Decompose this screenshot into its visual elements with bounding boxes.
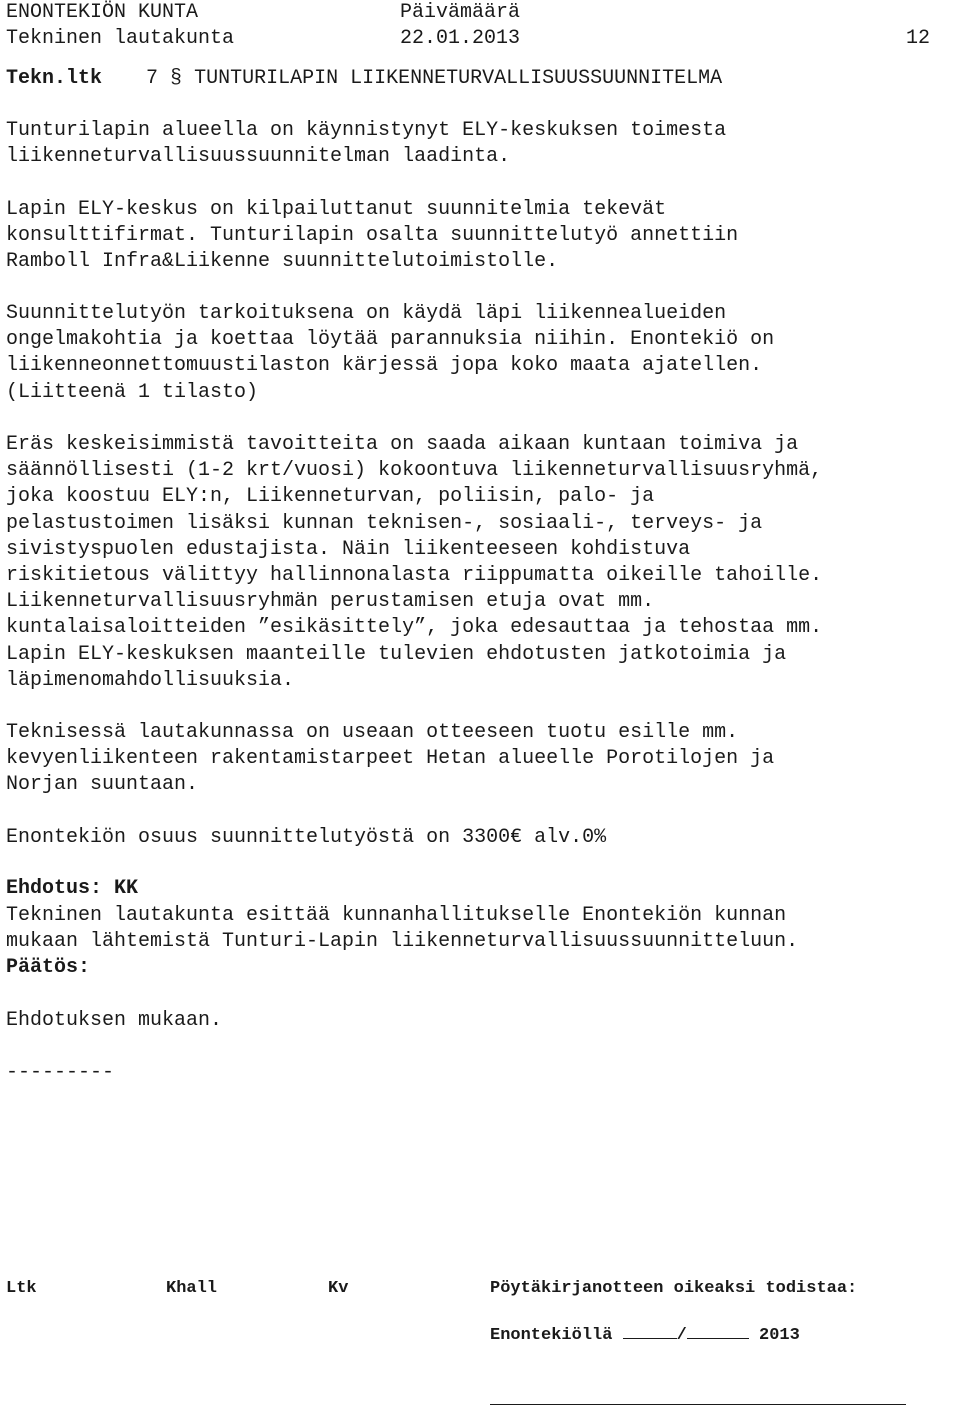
municipality-name: ENONTEKIÖN KUNTA: [6, 1, 199, 24]
decision-text: Ehdotuksen mukaan.: [6, 1009, 223, 1032]
meeting-date: 22.01.2013: [400, 27, 521, 50]
month-blank: [687, 1320, 749, 1339]
section-prefix: Tekn.ltk: [6, 67, 103, 90]
decision-label: Päätös:: [6, 956, 91, 979]
section-heading: [146, 66, 722, 92]
paragraph-5: Teknisessä lautakunnassa on useaan otteeseen tuotu esille mm. kevyenliikenteen rakentamistarpeet Hetan alueelle Porotilojen ja Norjan suuntaan.: [6, 721, 775, 797]
committee-name: Tekninen lautakunta: [6, 27, 235, 50]
day-blank: [623, 1320, 677, 1339]
signature-line: [490, 1404, 906, 1405]
paragraph-6: Enontekiön osuus suunnittelutyöstä on 3300€ alv.0%: [6, 826, 607, 849]
date-label: Päivämäärä: [400, 1, 521, 24]
section-number: 7: [146, 67, 159, 90]
section-symbol: §: [170, 67, 183, 90]
footer-place-date: [490, 1320, 800, 1349]
proposal-text: Tekninen lautakunta esittää kunnanhallitukselle Enontekiön kunnan mukaan lähtemistä Tunturi-Lapin liikenneturvallisuussuunnitteluun.: [6, 904, 799, 954]
paragraph-1: Tunturilapin alueella on käynnistynyt ELY-keskuksen toimesta liikenneturvallisuussuunnitelman laadinta.: [6, 119, 727, 169]
footer-kv: Kv: [328, 1279, 349, 1298]
footer-year: 2013: [759, 1326, 800, 1345]
page-number: 12: [906, 27, 931, 50]
paragraph-3: Suunnittelutyön tarkoituksena on käydä läpi liikennealueiden ongelmakohtia ja koettaa löytää parannuksia niihin. Enontekiö on liikenneonnettomuustilaston kärjessä jopa koko maata ajatellen. (Liitteenä 1 tilasto): [6, 302, 775, 404]
paragraph-4: Eräs keskeisimmistä tavoitteita on saada aikaan kuntaan toimiva ja säännöllisesti (1-2 krt/vuosi) kokoontuva liikenneturvallisuusryhmä, joka koostuu ELY:n, Liikenneturvan, poliisin, palo- ja pelastustoimen lisäksi kunnan teknisen-, sosiaali-, terveys- ja sivistyspuolen edustajista. Näin liikenteeseen kohdistuva riskitietous välittyy hallinnonalasta riippumatta oikeille tahoille. Liikenneturvallisuusryhmän perustamisen etuja ovat mm. kuntalaisaloitteiden ”esikäsittely”, joka edesauttaa ja tehostaa mm. Lapin ELY-keskuksen maanteille tulevien ehdotusten jatkotoimia ja läpimenomahdollisuuksia.: [6, 433, 823, 692]
footer-place: Enontekiöllä: [490, 1326, 613, 1345]
footer-khall: Khall: [166, 1279, 218, 1298]
proposal-label: Ehdotus: KK: [6, 877, 139, 900]
footer-certify: Pöytäkirjanotteen oikeaksi todistaa:: [490, 1279, 858, 1298]
footer-ltk: Ltk: [6, 1279, 37, 1298]
paragraph-2: Lapin ELY-keskus on kilpailuttanut suunnitelmia tekevät konsulttifirmat. Tunturilapin osalta suunnittelutyö annettiin Ramboll Infra&Liikenne suunnittelutoimistolle.: [6, 198, 739, 274]
section-title: TUNTURILAPIN LIIKENNETURVALLISUUSSUUNNITELMA: [194, 67, 723, 90]
separator: ---------: [6, 1061, 115, 1084]
date-slash: /: [676, 1326, 687, 1345]
